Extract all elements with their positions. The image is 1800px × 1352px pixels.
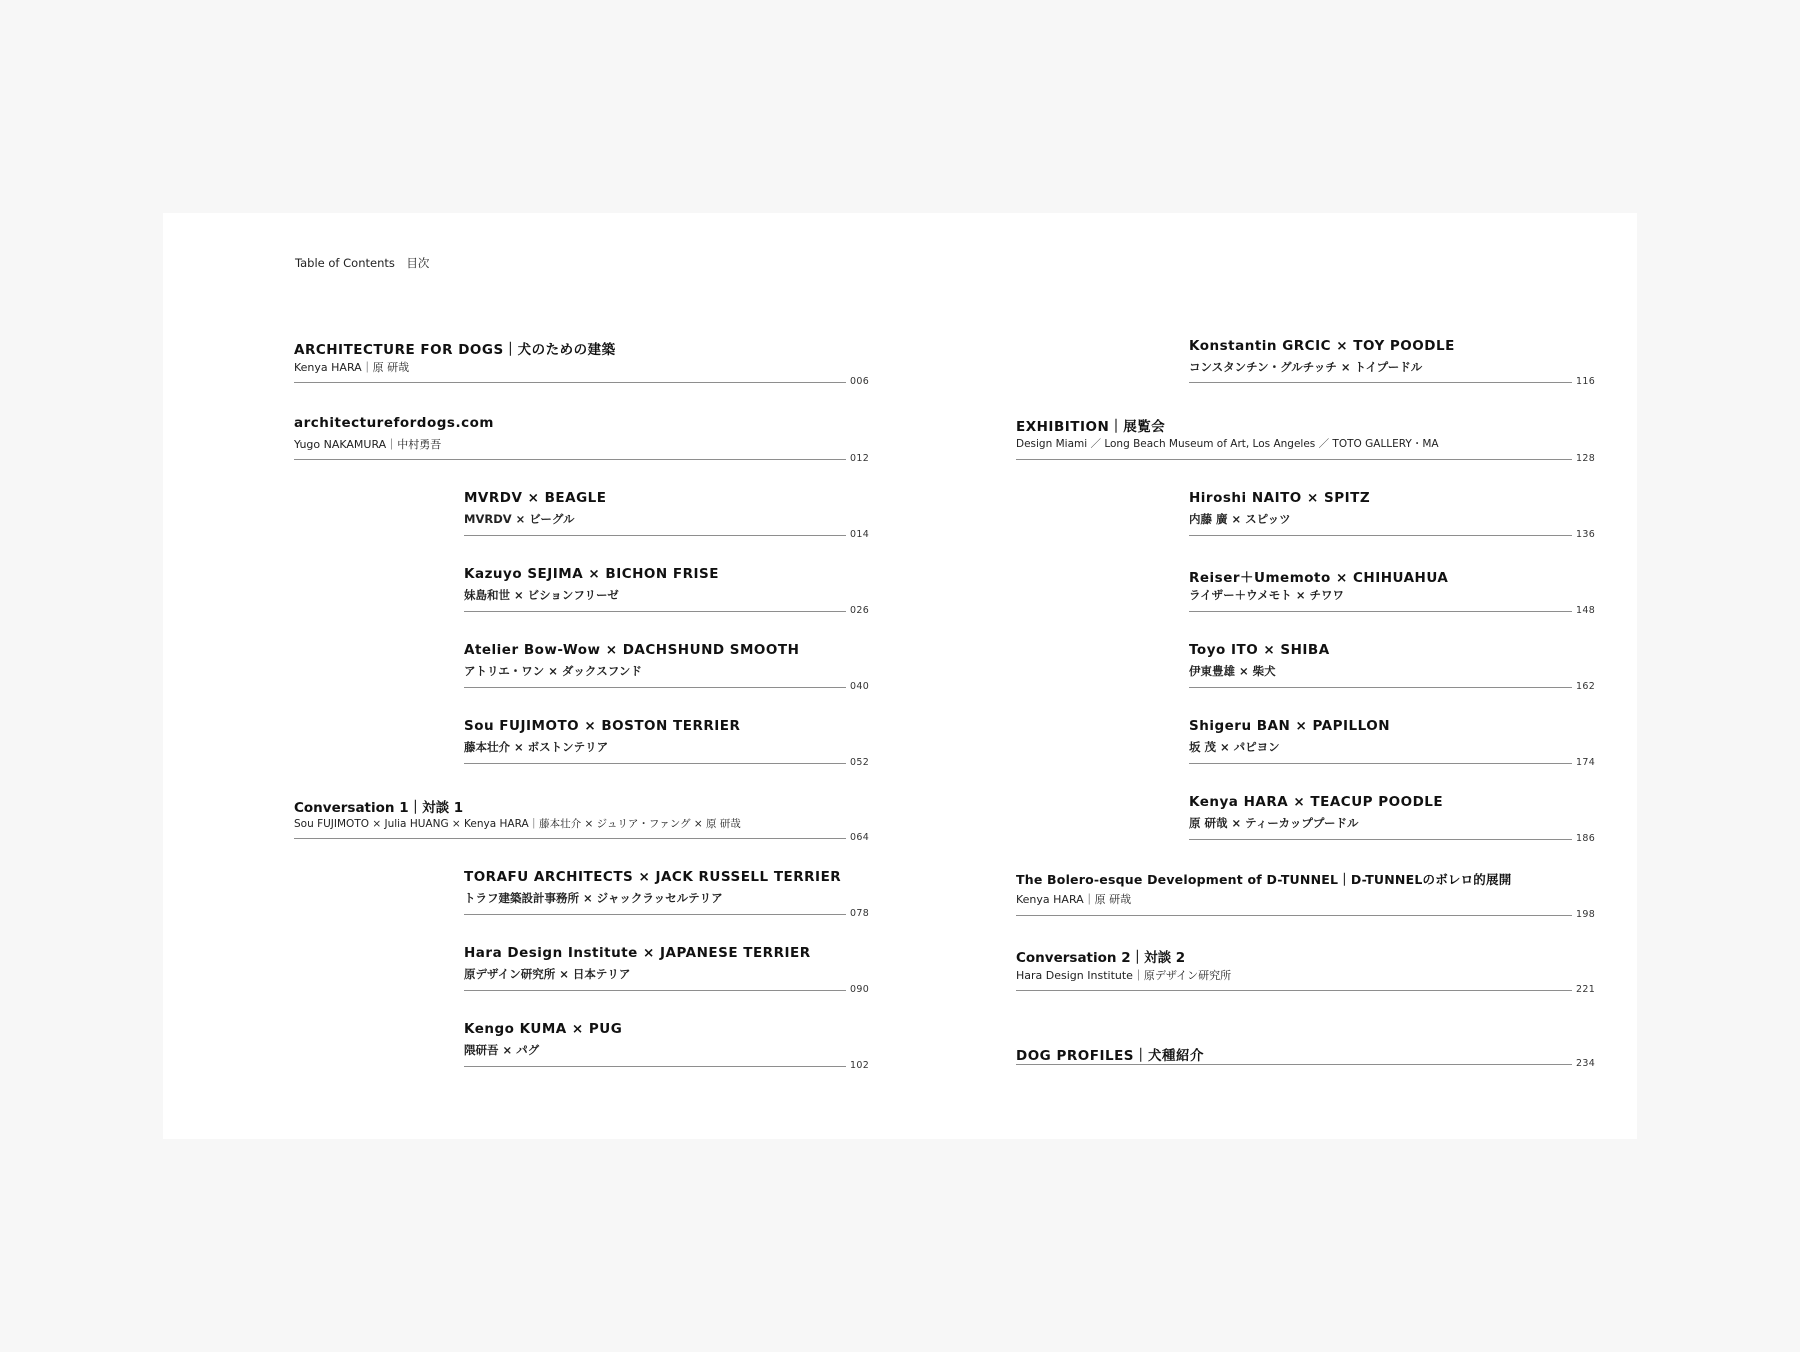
entry-subtitle: 原 研哉 × ティーカッププードル (1189, 816, 1359, 830)
entry-page-number: 174 (1576, 757, 1596, 768)
entry-title: Conversation 1｜対談 1 (294, 800, 464, 816)
entry-page-number: 186 (1576, 833, 1596, 844)
entry-title: EXHIBITION｜展覧会 (1016, 419, 1166, 435)
entry-title: Kenya HARA × TEACUP POODLE (1189, 794, 1444, 810)
entry-page-number: 026 (850, 605, 870, 616)
entry-page-number: 078 (850, 908, 870, 919)
entry-rule (464, 1066, 846, 1067)
entry-title: DOG PROFILES｜犬種紹介 (1016, 1048, 1205, 1064)
entry-page-number: 128 (1576, 453, 1596, 464)
entry-subtitle: 藤本壮介 × ボストンテリア (464, 740, 609, 754)
entry-page-number: 148 (1576, 605, 1596, 616)
entry-title: Toyo ITO × SHIBA (1189, 642, 1330, 658)
entry-subtitle: Design Miami ／ Long Beach Museum of Art, Los Angeles ／ TOTO GALLERY・MA (1016, 438, 1439, 450)
toc-heading: Table of Contents 目次 (295, 256, 430, 270)
entry-title: Conversation 2｜対談 2 (1016, 950, 1186, 966)
entry-subtitle: アトリエ・ワン × ダックスフンド (464, 664, 642, 678)
entry-rule (1189, 839, 1572, 840)
entry-title: Reiser＋Umemoto × CHIHUAHUA (1189, 570, 1449, 586)
entry-title: ARCHITECTURE FOR DOGS｜犬のための建築 (294, 342, 616, 358)
entry-page-number: 136 (1576, 529, 1596, 540)
entry-page-number: 102 (850, 1060, 870, 1071)
entry-rule (1016, 990, 1572, 991)
entry-title: Kengo KUMA × PUG (464, 1021, 623, 1037)
entry-subtitle: Kenya HARA｜原 研哉 (294, 361, 410, 374)
entry-rule (1016, 459, 1572, 460)
entry-subtitle: MVRDV × ビーグル (464, 512, 575, 526)
entry-rule (464, 914, 846, 915)
entry-subtitle: ライザー＋ウメモト × チワワ (1189, 588, 1344, 602)
entry-page-number: 221 (1576, 984, 1596, 995)
entry-subtitle: 内藤 廣 × スピッツ (1189, 512, 1291, 526)
entry-page-number: 090 (850, 984, 870, 995)
entry-rule (464, 990, 846, 991)
entry-page-number: 012 (850, 453, 870, 464)
entry-subtitle: コンスタンチン・グルチッチ × トイプードル (1189, 360, 1423, 374)
entry-rule (1189, 535, 1572, 536)
entry-title: Shigeru BAN × PAPILLON (1189, 718, 1391, 734)
entry-subtitle: Kenya HARA｜原 研哉 (1016, 893, 1132, 906)
entry-page-number: 198 (1576, 909, 1596, 920)
entry-rule (1189, 687, 1572, 688)
entry-subtitle: 原デザイン研究所 × 日本テリア (464, 967, 631, 981)
entry-subtitle: Hara Design Institute｜原デザイン研究所 (1016, 969, 1232, 982)
entry-page-number: 040 (850, 681, 870, 692)
entry-rule (464, 687, 846, 688)
entry-title: Sou FUJIMOTO × BOSTON TERRIER (464, 718, 741, 734)
entry-rule (1016, 915, 1572, 916)
entry-page-number: 064 (850, 832, 870, 843)
entry-subtitle: 妹島和世 × ビションフリーゼ (464, 588, 619, 602)
entry-title: The Bolero-esque Development of D-TUNNEL｜D-TUNNELのボレロ的展開 (1016, 872, 1512, 887)
entry-subtitle: Yugo NAKAMURA｜中村勇吾 (294, 438, 442, 451)
entry-subtitle: 伊東豊雄 × 柴犬 (1189, 664, 1276, 678)
entry-title: TORAFU ARCHITECTS × JACK RUSSELL TERRIER (464, 869, 842, 885)
entry-rule (294, 459, 846, 460)
entry-rule (1189, 611, 1572, 612)
entry-page-number: 162 (1576, 681, 1596, 692)
entry-title: MVRDV × BEAGLE (464, 490, 607, 506)
entry-page-number: 006 (850, 376, 870, 387)
entry-page-number: 052 (850, 757, 870, 768)
entry-subtitle: トラフ建築設計事務所 × ジャックラッセルテリア (464, 891, 723, 905)
entry-rule (1189, 382, 1572, 383)
entry-title: architecturefordogs.com (294, 415, 494, 431)
entry-rule (464, 611, 846, 612)
entry-rule (1189, 763, 1572, 764)
entry-title: Hiroshi NAITO × SPITZ (1189, 490, 1371, 506)
entry-subtitle: Sou FUJIMOTO × Julia HUANG × Kenya HARA｜藤本壮介 × ジュリア・ファング × 原 研哉 (294, 818, 741, 830)
entry-page-number: 234 (1576, 1058, 1596, 1069)
entry-title: Konstantin GRCIC × TOY POODLE (1189, 338, 1455, 354)
entry-subtitle: 隈研吾 × パグ (464, 1043, 540, 1057)
entry-title: Hara Design Institute × JAPANESE TERRIER (464, 945, 811, 961)
entry-subtitle: 坂 茂 × パピヨン (1189, 740, 1280, 754)
entry-rule (1016, 1064, 1572, 1065)
entry-rule (294, 838, 846, 839)
entry-page-number: 014 (850, 529, 870, 540)
entry-rule (294, 382, 846, 383)
entry-title: Kazuyo SEJIMA × BICHON FRISE (464, 566, 719, 582)
entry-rule (464, 763, 846, 764)
entry-page-number: 116 (1576, 376, 1596, 387)
entry-rule (464, 535, 846, 536)
entry-title: Atelier Bow-Wow × DACHSHUND SMOOTH (464, 642, 800, 658)
